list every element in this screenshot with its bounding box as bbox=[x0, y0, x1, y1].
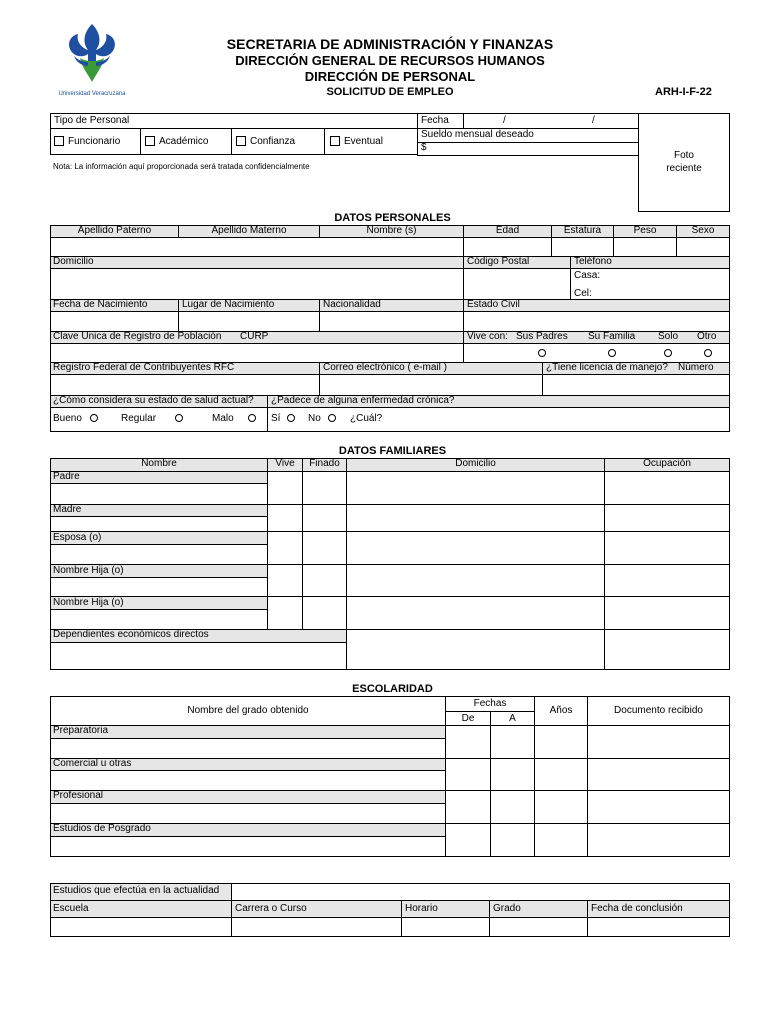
horario-field[interactable] bbox=[401, 917, 490, 937]
madre-label: Madre bbox=[53, 504, 82, 515]
esposa-ocupacion-field[interactable] bbox=[604, 531, 730, 565]
photo-label-2: reciente bbox=[666, 163, 702, 174]
posgrado-de-field[interactable] bbox=[445, 823, 491, 857]
padre-vive-field[interactable] bbox=[267, 471, 303, 505]
radio-solo[interactable] bbox=[664, 349, 672, 357]
checkbox-eventual[interactable] bbox=[330, 136, 383, 148]
regular-label: Regular bbox=[121, 413, 157, 424]
sus-padres-label: Sus Padres bbox=[516, 331, 568, 342]
cual-label: ¿Cuál? bbox=[350, 413, 383, 424]
esposa-finado-field[interactable] bbox=[302, 531, 347, 565]
fecha-slash-2: / bbox=[592, 115, 595, 126]
esc-de-label: De bbox=[461, 713, 475, 724]
grado-field[interactable] bbox=[489, 917, 588, 937]
padre-nombre-field[interactable] bbox=[50, 483, 268, 505]
posgrado-label: Estudios de Posgrado bbox=[53, 823, 151, 834]
dependientes-ocupacion-field[interactable] bbox=[604, 629, 730, 670]
correo-label: Correo electrónico ( e-mail ) bbox=[323, 362, 447, 373]
university-logo bbox=[52, 22, 132, 97]
fecha-nacimiento-label: Fecha de Nacimiento bbox=[53, 299, 148, 310]
comercial-de-field[interactable] bbox=[445, 758, 491, 791]
nacionalidad-label: Nacionalidad bbox=[323, 299, 381, 310]
checkbox-confianza[interactable] bbox=[236, 136, 295, 148]
madre-finado-field[interactable] bbox=[302, 504, 347, 532]
radio-malo[interactable] bbox=[248, 414, 256, 422]
casa-label: Casa: bbox=[574, 270, 601, 281]
checkbox-academico[interactable] bbox=[145, 136, 208, 148]
cronica-label: ¿Padece de alguna enfermedad crónica? bbox=[271, 395, 455, 406]
escuela-field[interactable] bbox=[50, 917, 232, 937]
licencia-label: ¿Tiene licencia de manejo? bbox=[546, 362, 668, 373]
preparatoria-field[interactable] bbox=[50, 738, 446, 759]
vive-con-options bbox=[463, 343, 730, 363]
otro-label: Otro bbox=[697, 331, 717, 342]
header-line-3: DIRECCIÓN DE PERSONAL bbox=[304, 69, 476, 84]
curp-long-label: Clave Unica de Registro de Población bbox=[53, 331, 222, 342]
padre-finado-field[interactable] bbox=[302, 471, 347, 505]
lugar-nacimiento-label: Lugar de Nacimiento bbox=[182, 299, 275, 310]
esc-row-label-preparatoria bbox=[50, 725, 446, 739]
hijo-1-finado-field[interactable] bbox=[302, 564, 347, 597]
profesional-anos-field[interactable] bbox=[534, 790, 588, 824]
comercial-field[interactable] bbox=[50, 770, 446, 791]
radio-sus-padres[interactable] bbox=[538, 349, 546, 357]
cronica-options bbox=[267, 407, 730, 432]
hijo-1-ocupacion-field[interactable] bbox=[604, 564, 730, 597]
preparatoria-de-field[interactable] bbox=[445, 725, 491, 759]
estado-civil-field[interactable] bbox=[463, 311, 730, 332]
numero-label: Número bbox=[678, 362, 714, 373]
posgrado-anos-field[interactable] bbox=[534, 823, 588, 857]
domicilio-label: Domicilio bbox=[53, 256, 94, 267]
hijo-1-nombre-field[interactable] bbox=[50, 577, 268, 597]
codigo-postal-label: Código Postal bbox=[467, 256, 530, 267]
dependientes-domicilio-field[interactable] bbox=[346, 629, 605, 670]
checkbox-funcionario[interactable] bbox=[54, 136, 120, 148]
academico-label: Académico bbox=[159, 136, 209, 147]
section-title-escolaridad: ESCOLARIDAD bbox=[352, 683, 433, 695]
confidentiality-note: Nota: La información aquí proporcionada será tratada confidencialmente bbox=[53, 162, 310, 171]
checkbox-icon bbox=[145, 136, 155, 146]
hijo-2-vive-field[interactable] bbox=[267, 596, 303, 630]
dependientes-label: Dependientes económicos directos bbox=[53, 629, 209, 640]
currency-symbol: $ bbox=[421, 142, 427, 153]
estudios-actuales-label: Estudios que efectúa en la actualidad bbox=[53, 885, 220, 896]
salud-label: ¿Cómo considera su estado de salud actual? bbox=[53, 395, 254, 406]
comercial-a-field[interactable] bbox=[490, 758, 535, 791]
comercial-documento-field[interactable] bbox=[587, 758, 730, 791]
posgrado-documento-field[interactable] bbox=[587, 823, 730, 857]
fecha-nacimiento-field[interactable] bbox=[50, 311, 179, 332]
vive-con-label: Vive con: bbox=[467, 331, 508, 342]
esc-row-label-profesional bbox=[50, 790, 446, 804]
padre-domicilio-field[interactable] bbox=[346, 471, 605, 505]
padre-label: Padre bbox=[53, 471, 80, 482]
rfc-field[interactable] bbox=[50, 374, 320, 396]
dependientes-field[interactable] bbox=[50, 642, 347, 670]
confianza-label: Confianza bbox=[250, 136, 296, 147]
esc-fechas-label: Fechas bbox=[473, 698, 507, 709]
checkbox-icon bbox=[54, 136, 64, 146]
fecha-slash-1: / bbox=[503, 115, 506, 126]
nacionalidad-field[interactable] bbox=[319, 311, 464, 332]
logo-caption: Universidad Veracruzana bbox=[58, 91, 126, 97]
form-code: ARH-I-F-22 bbox=[655, 86, 712, 98]
madre-vive-field[interactable] bbox=[267, 504, 303, 532]
tipo-personal-label: Tipo de Personal bbox=[54, 115, 130, 126]
esposa-label: Esposa (o) bbox=[53, 532, 102, 543]
curp-label: CURP bbox=[240, 331, 269, 342]
radio-bueno[interactable] bbox=[90, 414, 98, 422]
lugar-nacimiento-field[interactable] bbox=[178, 311, 320, 332]
padre-ocupacion-field[interactable] bbox=[604, 471, 730, 505]
radio-si[interactable] bbox=[287, 414, 295, 422]
esposa-nombre-field[interactable] bbox=[50, 544, 268, 565]
profesional-de-field[interactable] bbox=[445, 790, 491, 824]
hijo-1-vive-field[interactable] bbox=[267, 564, 303, 597]
esposa-vive-field[interactable] bbox=[267, 531, 303, 565]
si-label: Sí bbox=[271, 413, 281, 424]
photo-label-1: Foto bbox=[673, 150, 694, 161]
fam-ocupacion-label: Ocupación bbox=[643, 458, 691, 469]
posgrado-a-field[interactable] bbox=[490, 823, 535, 857]
radio-otro[interactable] bbox=[704, 349, 712, 357]
profesional-a-field[interactable] bbox=[490, 790, 535, 824]
checkbox-icon bbox=[330, 136, 340, 146]
hijo-2-nombre-field[interactable] bbox=[50, 609, 268, 630]
telefono-label: Teléfono bbox=[574, 256, 612, 267]
esposa-domicilio-field[interactable] bbox=[346, 531, 605, 565]
rfc-label: Registro Federal de Contribuyentes RFC bbox=[53, 362, 235, 373]
checkbox-icon bbox=[236, 136, 246, 146]
su-familia-label: Su Familia bbox=[588, 331, 636, 342]
hijo-1-label: Nombre Hija (o) bbox=[53, 565, 124, 576]
sexo-label: Sexo bbox=[691, 225, 715, 236]
conclusion-label: Fecha de conclusión bbox=[591, 903, 683, 914]
cel-label: Cel: bbox=[574, 288, 592, 299]
section-title-personales: DATOS PERSONALES bbox=[334, 212, 451, 224]
nombre-completo-field[interactable] bbox=[50, 237, 464, 257]
domicilio-field[interactable] bbox=[50, 268, 464, 300]
preparatoria-label: Preparatoria bbox=[53, 725, 109, 736]
bueno-label: Bueno bbox=[53, 413, 82, 424]
sexo-field[interactable] bbox=[676, 237, 730, 257]
esc-documento-label: Documento recibido bbox=[614, 705, 703, 716]
malo-label: Malo bbox=[212, 413, 234, 424]
radio-su-familia[interactable] bbox=[608, 349, 616, 357]
grado-label: Grado bbox=[493, 903, 521, 914]
horario-label: Horario bbox=[405, 903, 438, 914]
radio-regular[interactable] bbox=[175, 414, 183, 422]
esc-a-label: A bbox=[509, 713, 516, 724]
radio-no[interactable] bbox=[328, 414, 336, 422]
preparatoria-a-field[interactable] bbox=[490, 725, 535, 759]
codigo-postal-field[interactable] bbox=[463, 268, 571, 300]
hijo-2-finado-field[interactable] bbox=[302, 596, 347, 630]
sueldo-field[interactable] bbox=[417, 142, 639, 156]
comercial-anos-field[interactable] bbox=[534, 758, 588, 791]
comercial-label: Comercial u otras bbox=[53, 758, 132, 769]
hijo-1-domicilio-field[interactable] bbox=[346, 564, 605, 597]
peso-field[interactable] bbox=[613, 237, 677, 257]
estatura-field[interactable] bbox=[551, 237, 614, 257]
profesional-documento-field[interactable] bbox=[587, 790, 730, 824]
profesional-field[interactable] bbox=[50, 803, 446, 824]
edad-label: Edad bbox=[495, 225, 520, 236]
apellido-materno-label: Apellido Materno bbox=[211, 225, 287, 236]
preparatoria-documento-field[interactable] bbox=[587, 725, 730, 759]
fam-nombre-label: Nombre bbox=[141, 458, 177, 469]
edad-field[interactable] bbox=[463, 237, 552, 257]
no-label: No bbox=[308, 413, 321, 424]
header-line-1: SECRETARIA DE ADMINISTRACIÓN Y FINANZAS bbox=[226, 36, 554, 52]
estudios-actuales-field[interactable] bbox=[231, 883, 730, 901]
apellido-paterno-label: Apellido Paterno bbox=[77, 225, 152, 236]
funcionario-label: Funcionario bbox=[68, 136, 121, 147]
posgrado-field[interactable] bbox=[50, 836, 446, 857]
solo-label: Solo bbox=[658, 331, 679, 342]
carrera-label: Carrera o Curso bbox=[235, 903, 307, 914]
estado-civil-label: Estado Civil bbox=[467, 299, 520, 310]
hijo-2-domicilio-field[interactable] bbox=[346, 596, 605, 630]
fam-vive-label: Vive bbox=[275, 458, 295, 469]
esc-anos-label: Años bbox=[549, 705, 573, 716]
sueldo-label: Sueldo mensual deseado bbox=[421, 129, 534, 140]
madre-domicilio-field[interactable] bbox=[346, 504, 605, 532]
peso-label: Peso bbox=[633, 225, 657, 236]
conclusion-field[interactable] bbox=[587, 917, 730, 937]
fecha-field[interactable] bbox=[463, 113, 639, 129]
hijo-2-ocupacion-field[interactable] bbox=[604, 596, 730, 630]
fam-domicilio-label: Domicilio bbox=[455, 458, 496, 469]
eventual-label: Eventual bbox=[344, 136, 383, 147]
estatura-label: Estatura bbox=[563, 225, 602, 236]
salud-options bbox=[50, 407, 268, 432]
fecha-label: Fecha bbox=[421, 115, 449, 126]
madre-ocupacion-field[interactable] bbox=[604, 504, 730, 532]
madre-nombre-field[interactable] bbox=[50, 516, 268, 532]
form-title: SOLICITUD DE EMPLEO bbox=[326, 86, 454, 98]
correo-field[interactable] bbox=[319, 374, 543, 396]
carrera-field[interactable] bbox=[231, 917, 402, 937]
fleur-de-lis-icon bbox=[52, 22, 132, 84]
curp-field[interactable] bbox=[50, 343, 464, 363]
preparatoria-anos-field[interactable] bbox=[534, 725, 588, 759]
licencia-field[interactable] bbox=[542, 374, 730, 396]
nombre-label: Nombre (s) bbox=[366, 225, 417, 236]
hijo-2-label: Nombre Hija (o) bbox=[53, 597, 124, 608]
esc-grado-label: Nombre del grado obtenido bbox=[187, 705, 309, 716]
profesional-label: Profesional bbox=[53, 790, 104, 801]
section-title-familiares: DATOS FAMILIARES bbox=[338, 445, 447, 457]
escuela-label: Escuela bbox=[53, 903, 89, 914]
header-line-2: DIRECCIÓN GENERAL DE RECURSOS HUMANOS bbox=[235, 53, 545, 68]
fam-finado-label: Finado bbox=[309, 458, 340, 469]
